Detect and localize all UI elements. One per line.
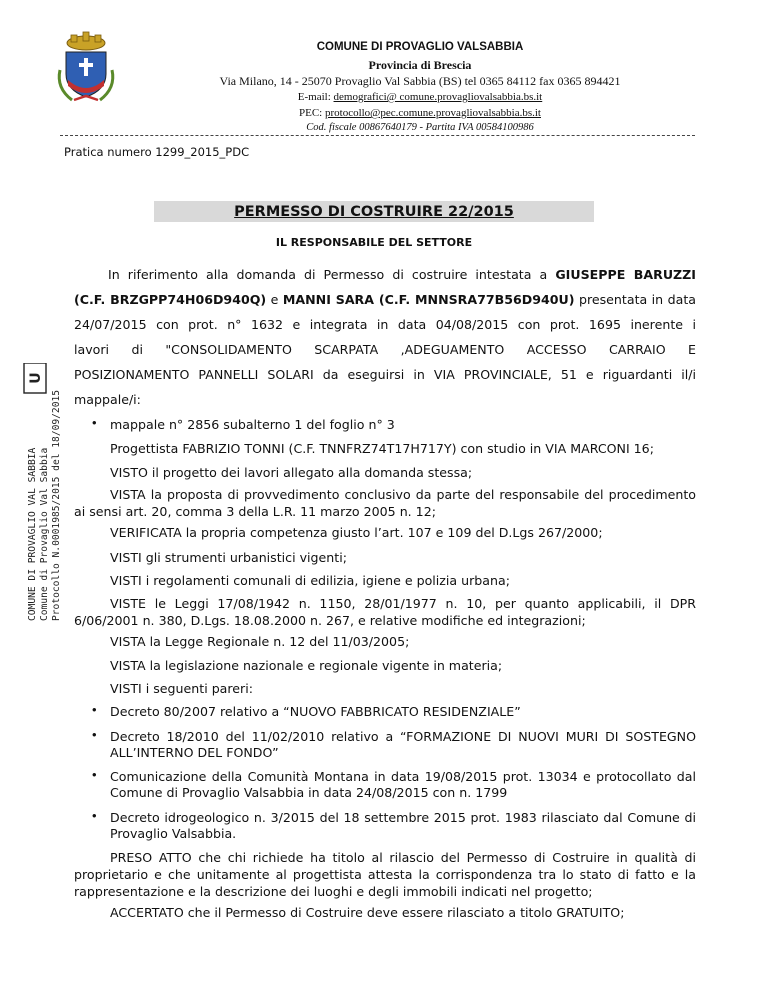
intro-line-5: POSIZIONAMENTO PANNELLI SOLARI da eseguirsi in VIA PROVINCIALE, 51 e riguardanti il/i: [74, 367, 696, 382]
intro-line-4: lavori di "CONSOLIDAMENTO SCARPATA ,ADEGUAMENTO ACCESSO CARRAIO E: [74, 342, 696, 357]
org-address: Via Milano, 14 - 25070 Provaglio Val Sabbia (BS) tel 0365 84112 fax 0365 894421: [219, 74, 621, 88]
pec-label: PEC:: [298, 107, 325, 119]
vista-legislazione-line: VISTA la legislazione nazionale e regionale vigente in materia;: [110, 658, 503, 673]
parere-item: Decreto idrogeologico n. 3/2015 del 18 settembre 2015 prot. 1983 rilasciato dal Comune di Provaglio Valsabbia.: [110, 810, 696, 841]
intro-line-3: 24/07/2015 con prot. n° 1632 e integrata in data 04/08/2015 con prot. 1695 inerente i: [74, 317, 696, 332]
mappale-line: mappale n° 2856 subalterno 1 del foglio n° 3: [110, 417, 395, 432]
email-label: E-mail:: [297, 91, 334, 103]
stamp-line2: Comune di Provaglio Val Sabbia: [39, 447, 50, 621]
visti-pareri-line: VISTI i seguenti pareri:: [110, 681, 253, 696]
province-name: Provincia di Brescia: [368, 58, 472, 72]
vista-proposta-para: VISTA la proposta di provvedimento conclusivo da parte del responsabile del procedimento ai sensi art. 20, comma 3 della L.R. 11 marzo 2005 n. 12;: [74, 487, 696, 519]
header-divider: [60, 135, 695, 136]
document-subtitle: IL RESPONSABILE DEL SETTORE: [275, 236, 473, 249]
bullet-mark: •: [92, 415, 97, 430]
bullet-mark: •: [92, 808, 97, 823]
intro-line-6: mappale/i:: [74, 392, 141, 407]
visti-regolamenti-line: VISTI i regolamenti comunali di edilizia, igiene e polizia urbana;: [110, 573, 510, 588]
email-line: [150, 91, 690, 103]
parere-item: Comunicazione della Comunità Montana in data 19/08/2015 prot. 13034 e protocollato dal Comune di Provaglio Valsabbia in data 24/08/2015 con n. 1799: [110, 769, 696, 800]
intro-line-2: (C.F. BRZGPP74H06D940Q) e MANNI SARA (C.F. MNNSRA77B56D940U) presentata in data: [74, 292, 696, 307]
vista-legge-reg-line: VISTA la Legge Regionale n. 12 del 11/03/2005;: [110, 634, 410, 649]
email-link[interactable]: demografici@ comune.provagliovalsabbia.bs.it: [333, 91, 543, 103]
verificata-line: VERIFICATA la propria competenza giusto l’art. 107 e 109 del D.Lgs 267/2000;: [110, 525, 603, 540]
progettista-line: Progettista FABRIZIO TONNI (C.F. TNNFRZ74T17H717Y) con studio in VIA MARCONI 16;: [110, 441, 654, 456]
bullet-mark: •: [92, 767, 97, 782]
bullet-mark: •: [92, 702, 97, 717]
visti-strumenti-line: VISTI gli strumenti urbanistici vigenti;: [110, 550, 347, 565]
stamp-line3: Protocollo N.0001985/2015 del 18/09/2015: [51, 389, 62, 621]
viste-leggi-para: VISTE le Leggi 17/08/1942 n. 1150, 28/01/1977 n. 10, per quanto applicabili, il DPR 6/06/2001 n. 380, D.Lgs. 18.08.2000 n. 267, e relative modifiche ed integrazioni;: [74, 596, 696, 628]
org-name: COMUNE DI PROVAGLIO VALSABBIA: [316, 41, 524, 53]
stamp-badge: U: [28, 372, 44, 384]
parere-item: Decreto 18/2010 del 11/02/2010 relativo a “FORMAZIONE DI NUOVI MURI DI SOSTEGNO ALL’INTERNO DEL FONDO”: [110, 729, 696, 760]
preso-atto-para: PRESO ATTO che chi richiede ha titolo al rilascio del Permesso di Costruire in qualità di proprietario e che unitamente al progettista attesta la corrispondenza tra lo stato di fatto e la rappresentazione e la descrizione dei luoghi e degli immobili indicati nel progetto;: [74, 850, 696, 899]
stamp-line1: COMUNE DI PROVAGLIO VAL SABBIA: [27, 447, 38, 621]
visto-progetto-line: VISTO il progetto dei lavori allegato alla domanda stessa;: [110, 465, 473, 480]
pec-link[interactable]: protocollo@pec.comune.provagliovalsabbia.bs.it: [324, 107, 541, 119]
parere-item: Decreto 80/2007 relativo a “NUOVO FABBRICATO RESIDENZIALE”: [110, 704, 521, 719]
document-title: PERMESSO DI COSTRUIRE 22/2015: [234, 204, 514, 220]
bullet-mark: •: [92, 727, 97, 742]
accertato-line: ACCERTATO che il Permesso di Costruire deve essere rilasciato a titolo GRATUITO;: [110, 905, 625, 920]
fiscal-code: Cod. fiscale 00867640179 - Partita IVA 00584100986: [306, 122, 534, 133]
pec-line: [150, 107, 690, 119]
intro-line-1: In riferimento alla domanda di Permesso di costruire intestata a GIUSEPPE BARUZZI: [108, 267, 696, 282]
municipal-crest-icon: [54, 30, 118, 104]
pratica-number: Pratica numero 1299_2015_PDC: [64, 145, 250, 159]
